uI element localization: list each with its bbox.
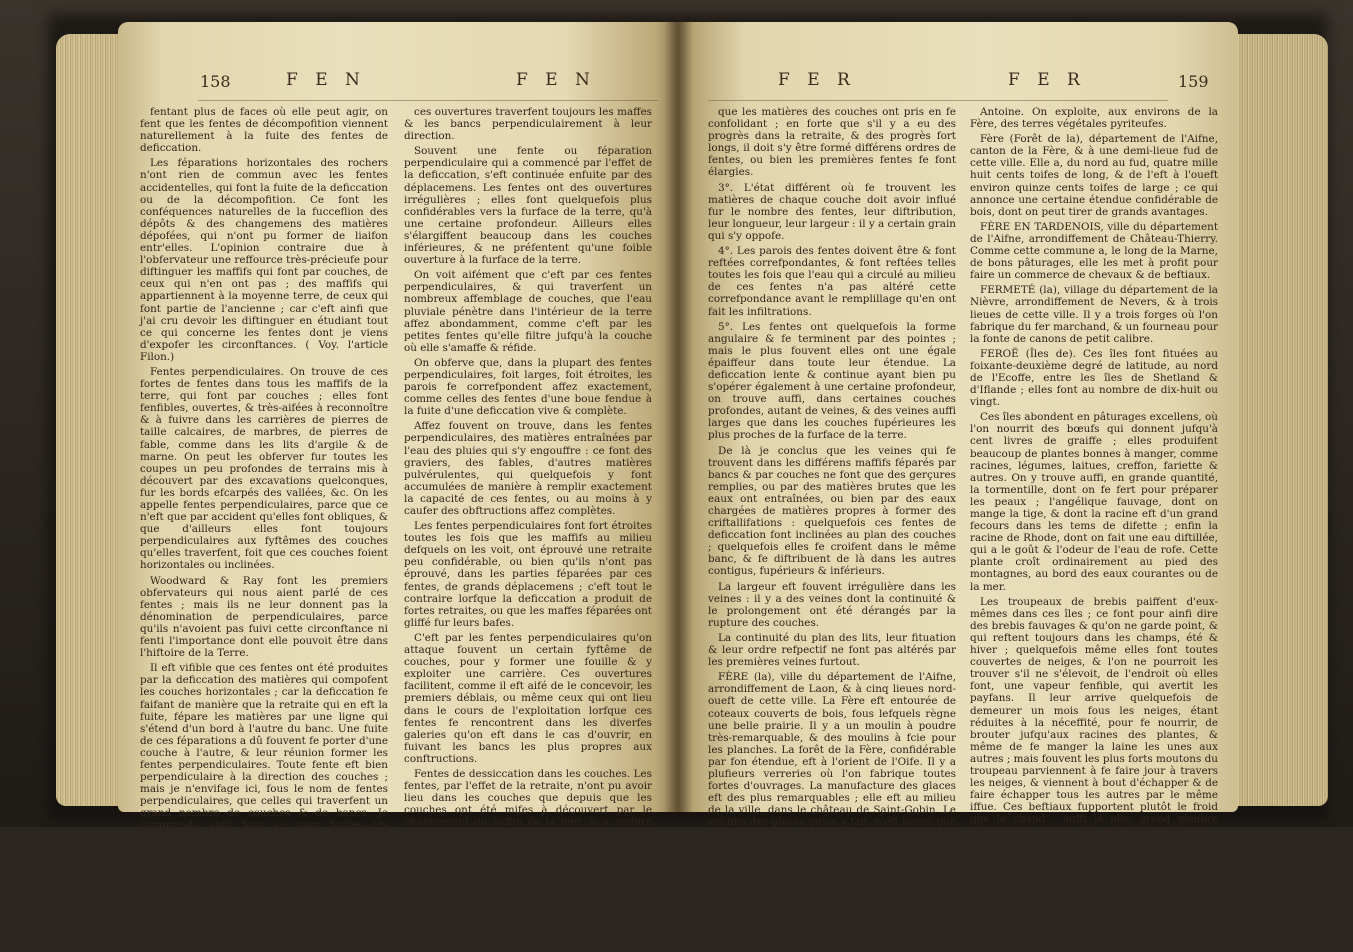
paragraph: On voit aifément que c'eft par ces fentes perpendiculaires, & qui traverfent un nombreux affemblage de couches, que l'eau pluviale pénètre dans l'intérieur de la terre affez abondamment, comme c'eft par les petites fentes qu'elle filtre jufqu'à la couche où elle s'amaffe & réfide. [404, 269, 652, 354]
paragraph: Antoine. On exploite, aux environs de la Fère, des terres végétales pyriteufes. [970, 106, 1218, 131]
paragraph: que les matières des couches ont pris en fe confolidant ; en forte que s'il y a eu des progrès dans la retraite, & des progrès fort longs, il doit s'y être formé différens ordres de fentes, ou bien les premières fentes fe font élargies. [708, 106, 956, 179]
left-page-edges [56, 34, 118, 806]
paragraph: 2°. Les différentes circonftances de ces fentes font en même raifon que la différence des volumes [404, 916, 652, 952]
right-running-head-1: F E R [778, 70, 856, 90]
left-page-number: 158 [200, 72, 231, 91]
right-header-rule [708, 100, 1168, 101]
left-header-rule [198, 100, 658, 101]
left-column-2 [404, 106, 652, 952]
paragraph: 3°. L'état différent où fe trouvent les matières de chaque couche doit avoir influé fur le nombre des fentes, leur diftribution, leur longueur, leur largeur : il y a certain grain qui s'y oppofe. [708, 181, 956, 242]
paragraph: On obferve que, dans la plupart des fentes perpendiculaires, foit larges, foit étroites, les parois fe correfpondent affez exactement, comme celles des fentes d'une boue fendue à la fuite d'une deficcation vive & complète. [404, 356, 652, 418]
right-page-number: 159 [1178, 72, 1209, 91]
paragraph: FEROË (Îles de). Ces îles font fituées au foixante-deuxième degré de latitude, au nord de l'Ecoffe, entre les îles de Shetland & d'Iflande ; elles font au nombre de dix-huit ou vingt. [970, 347, 1218, 409]
paragraph: 5°. Les fentes ont quelquefois la forme angulaire & fe terminent par des pointes ; mais le plus fouvent elles ont une égale épaiffeur dans toute leur étendue. La deficcation lente & continue ayant bien pu s'opérer également à une certaine profondeur, on trouve auffi, dans certaines couches profondes, autant de veines, & des veines auffi larges que dans les couches fupérieures les plus proches de la furface de la terre. [708, 320, 956, 442]
paragraph: Ces îles abondent en pâturages excellens, où l'on nourrit des bœufs qui donnent jufqu'à cent livres de graiffe ; elles produifent beaucoup de plantes bonnes à manger, comme racines, légumes, laitues, creffon, fariette & autres. On y trouve auffi, en grande quantité, la tormentille, dont on fe fert pour préparer les peaux ; l'angélique fauvage, dont on mange la tige, & dont la racine eft d'un grand fecours dans les tems de difette ; enfin la racine de Rhode, dont on fait une eau diftillée, qui a le goût & l'odeur de l'eau de rofe. Cette plante croît ordinairement au pied des montagnes, au bord des eaux courantes ou de la mer. [970, 411, 1218, 593]
right-column-2 [970, 106, 1218, 862]
left-running-head-1: F E N [286, 70, 366, 90]
book-gutter [664, 22, 692, 812]
paragraph: FÈRE EN TARDENOIS, ville du département de l'Aifne, arrondiffement de Château-Thierry. Comme cette commune a, le long de la Marne, de bons pâturages, elle les met à profit pour faire un commerce de chevaux & de beftiaux. [970, 220, 1218, 282]
paragraph: Affez fouvent on trouve, dans les fentes perpendiculaires, des matières entraînées par l'eau des pluies qui s'y engouffre : ce font des graviers, des fables, d'autres matières pulvérulentes, qui quelquefois y font accumulées de manière à remplir exactement la capacité de ces fentes, ou au moins à y caufer des obftructions affez complètes. [404, 420, 652, 517]
paragraph: Fère (Forêt de la), département de l'Aifne, canton de la Fère, & à une demi-lieue fud de cette ville. Elle a, du nord au fud, quatre mille huit cents toifes de long, & de l'eft à l'oueft environ quinze cents toifes de large ; ce qui annonce une certaine étendue confidérable de bois, dont on peut tirer de grands avantages. [970, 133, 1218, 218]
right-page [678, 22, 1238, 938]
paragraph: ces ouvertures traverfent toujours les maffes & les bancs perpendiculairement à leur direction. [404, 106, 652, 143]
left-running-head-2: F E N [516, 70, 596, 90]
right-column-1 [708, 106, 956, 938]
paragraph: FÈRE (la), ville du département de l'Aifne, arrondiffement de Laon, & à cinq lieues nord-oueft de cette ville. La Fère eft entourée de coteaux couverts de bois, fous lefquels règne une belle prairie. Il y a un moulin à poudre très-remarquable, & des moulins à fcie pour les planches. La forêt de la Fère, confidérable par fon étendue, eft à l'orient de l'Oife. Il y a plufieurs verreries où l'on fabrique toutes fortes d'ouvrages. La manufacture des glaces eft des plus remarquables ; elle eft au milieu de la ville, dans le château de Saint-Gobin. Le volume des glaces qu'on y fait, n'eft borné que par la difficulté du poli ; car il eft impoffible qu'un ouvrier puiffe polir des glaces qui auroient plus de foixante pouces de large. Il en eft forti de cette manufacture qui avoient cinq cents pouces de hauteur, fur foixante de largeur. Ces glaces fe coulent fur une table de métal. On en envoie à Paris, où elles reçoivent leur dernière perfection dans la manufacture du faubourg Saint- [708, 671, 956, 938]
paragraph: Les troupeaux de brebis paiffent d'eux-mêmes dans ces îles ; ce font pour ainfi dire des brebis fauvages & qu'on ne garde point, & qui reftent toujours dans les champs, été & hiver ; quelquefois même elles font toutes couvertes de neiges, & l'on ne pourroit les trouver s'il ne s'élevoit, de l'endroit où elles font, une vapeur fenfible, qui avertit les payfans. Il leur arrive quelquefois de demeurer un mois fous les neiges, étant réduites à la néceffité, pour fe nourrir, de brouter jufqu'aux racines des plantes, & même de fe manger la laine les unes aux autres ; mais fouvent les plus forts moutons du troupeau parviennent à fe faire jour à travers les neiges, & viennent à bout d'échapper & de faire échapper tous les autres par le même iffue. Ces beftiaux fupportent plutôt le froid que le chaud ; auffi le plus grand nombre meurt-il au retour des premières chaleurs : cela n'eft pas étonnant. Leurs corps, affoiblis & exténués par les froids [970, 595, 1218, 862]
left-page [118, 22, 678, 952]
paragraph: FERMETÉ (la), village du département de la Nièvre, arrondiffement de Nevers, & à trois lieues de cette ville. Il y a trois forges où l'on fabrique du fer marchand, & un fourneau pour la fonte de canons de petit calibre. [970, 284, 1218, 345]
paragraph: Fentes de dessiccation dans les couches. Les fentes, par l'effet de la retraite, n'ont pu avoir lieu dans les couches que depuis que les couches ont été mifes à découvert par le changement du baffin de la mer, & à mefure qu'elles ont pris une certaine confiftance par le travail de la pétrification : ainfi, comme la totalité des bancs & des couches étoit formée, il n'eft pas étonnant, 1°. que les fentes embraffent plufieurs couches à la fois, & qu'une fente fe continue dans deux ou plufieurs bancs fur une même ligne. [404, 767, 652, 913]
paragraph: Il eft vifible que ces fentes ont été produites par la deficcation des matières qui compofent les couches horizontales ; car la deficcation fe faifant de manière que la retraite qui en eft la fuite, fépare les matières par une ligne qui s'étend d'un bord à l'autre du banc. Une fuite de ces féparations a dû fouvent fe porter d'une couche à l'autre, & leur réunion former les fentes perpendiculaires. Toute fente eft bien perpendiculaire à la direction des couches ; mais je n'envifage ici, fous le nom de fentes perpendiculaires, que celles qui traverfent un grand nombre de couches & de bancs. Je comprends auffi fous ce nom toutes les féparations naturelles des rochers qui ont gliffé fur leur bafe, & qui, par une rupture quelconque, autre que celle produite par la deficcation, fe font éloignés les uns des autres ; & dans ce cas, lorfqu'il eft arrivé quelque déplacement confidérable à de grandes maffes, ces fentes préfentent des ouvertures très-confidérables & affez fouvent obliques. Avec un peu d'attention, il eft aifé de reconnoître que [140, 662, 388, 952]
paragraph: fentant plus de faces où elle peut agir, on fent que les fentes de décompofition viennent naturellement à la fuite des fentes de deficcation. [140, 106, 388, 155]
paragraph: 4°. Les parois des fentes doivent être & font reftées correfpondantes, & font reftées telles toutes les fois que l'eau qui a circulé au milieu de ces fentes n'a pas altéré cette correfpondance avant le remplillage qu'en ont fait les infiltrations. [708, 245, 956, 318]
paragraph: Souvent une fente ou féparation perpendiculaire qui a commencé par l'effet de la deficcation, s'eft continuée enfuite par des déplacemens. Les fentes ont des ouvertures irrégulières ; elles font quelquefois plus confidérables vers la furface de la terre, qu'à une certaine profondeur. Ailleurs elles s'élargiffent beaucoup dans les couches inférieures, & ne préfentent qu'une foible ouverture à la furface de la terre. [404, 145, 652, 267]
paragraph: La continuité du plan des lits, leur fituation & leur ordre refpectif ne font pas altérés par les premières veines furtout. [708, 631, 956, 669]
paragraph: Woodward & Ray font les premiers obfervateurs qui nous aient parlé de ces fentes ; mais ils ne leur donnent pas la dénomination de perpendiculaires, parce qu'ils n'avoient pas fuivi cette circonftance ni fenti l'importance dont elle pouvoit être dans l'hiftoire de la Terre. [140, 574, 388, 660]
paragraph: Les fentes perpendiculaires font fort étroites toutes les fois que les maffifs au milieu defquels on les voit, ont éprouvé une retraite peu confidérable, ou bien qu'ils n'ont pas éprouvé, dans les parties féparées par ces fentes, de grands déplacemens ; c'eft tout le contraire lorfque la deficcation a produit de fortes retraites, ou que les maffes féparées ont gliffé fur leurs bafes. [404, 520, 652, 629]
paragraph: C'eft par les fentes perpendiculaires qu'on attaque fouvent un certain fyftême de couches, pour y former une fouille & y exploiter une carrière. Ces ouvertures facilitent, comme il eft aifé de le concevoir, les premiers déblais, ou même ceux qui ont lieu dans le cours de l'exploitation lorfque ces fentes fe rencontrent dans les diverfes galeries qu'on eft dans le cas d'ouvrir, en fuivant les bancs les plus propres aux conftructions. [404, 631, 652, 765]
paragraph: Les féparations horizontales des rochers n'ont rien de commun avec les fentes accidentelles, qui font la fuite de la deficcation ou de la décompofition. Ce font les conféquences naturelles de la fucceflion des dépôts & des changemens des matières dépofées, qui n'ont pu former de liaifon entr'elles. L'opinion contraire due à l'obfervateur une reffource très-précieufe pour diftinguer les maffifs qui font par couches, de ceux qui n'en ont pas ; des maffifs qui appartiennent à la moyenne terre, de ceux qui font partie de l'ancienne ; car c'eft ainfi que j'ai cru devoir les diftinguer en étudiant tout ce qui concerne les fentes dont je viens d'expofer les circonftances. ( Voy. l'article Filon.) [140, 157, 388, 363]
paragraph: Fentes perpendiculaires. On trouve de ces fortes de fentes dans tous les maffifs de la terre, qui font par couches ; elles font fenfibles, ouvertes, & très-aifées à reconnoître & à fuivre dans les carrières de pierres de taille calcaires, de marbres, de pierres de fable, comme dans les lits d'argile & de marne. On peut les obferver fur toutes les coupes un peu profondes de terrains mis à découvert par des excavations quelconques, fur les bords efcarpés des vallées, &c. On les appelle fentes perpendiculaires, parce que ce n'eft que par accident qu'elles font obliques, & que d'ailleurs elles font toujours perpendiculaires aux fyftêmes des couches qu'elles traverfent, foit que ces couches foient horizontales ou inclinées. [140, 365, 388, 572]
paragraph: De là je conclus que les veines qui fe trouvent dans les différens maffifs féparés par bancs & par couches ne font que des gerçures remplies, ou par des matières brutes que les eaux ont entraînées, ou bien par des eaux chargées de matières propres à former des criftallifations : quelquefois ces fentes de deficcation font inclinées au plan des couches ; quelquefois elles fe croifent dans le même banc, & fe diftribuent de là dans les autres contigus, fupérieurs & inférieurs. [708, 444, 956, 578]
left-column-1 [140, 106, 388, 952]
right-running-head-2: F E R [1008, 70, 1086, 90]
right-page-edges [1238, 34, 1328, 806]
paragraph: La largeur eft fouvent irrégulière dans les veines : il y a des veines dont la continuité & le prolongement ont été dérangés par la rupture des couches. [708, 580, 956, 629]
